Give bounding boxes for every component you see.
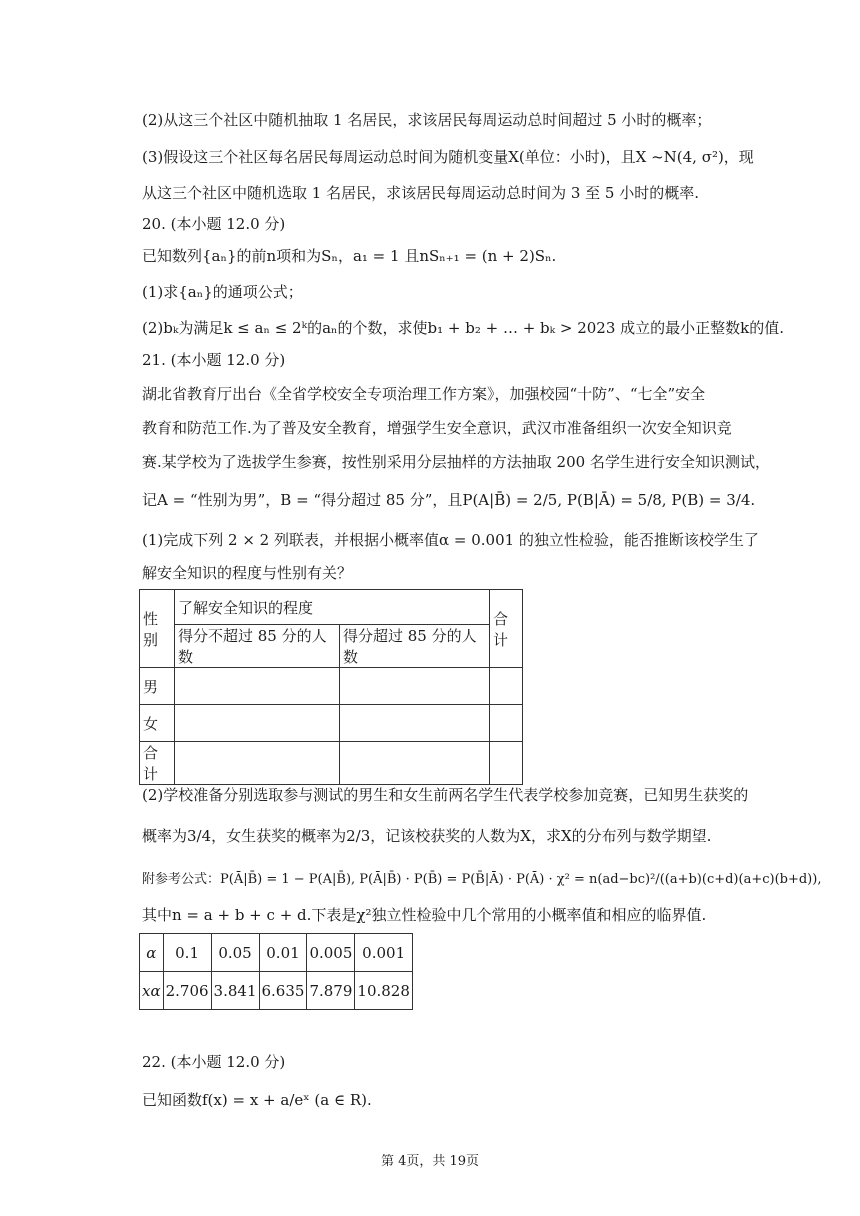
q21-heading: 21. (本小题 12.0 分) (142, 351, 286, 369)
contingency-table (139, 589, 523, 785)
table-header-col1: 得分不超过 85 分的人数 (175, 625, 340, 668)
table-row (140, 742, 523, 785)
alpha-value: 0.01 (259, 934, 307, 972)
table-row (140, 705, 523, 742)
table-header-group: 了解安全知识的程度 (175, 590, 490, 625)
critical-value: 2.706 (163, 972, 211, 1010)
q19-part3-line2: 从这三个社区中随机选取 1 名居民，求该居民每周运动总时间为 3 至 5 小时的概率. (142, 184, 700, 202)
critical-value-table (139, 933, 413, 1010)
alpha-value: 0.1 (163, 934, 211, 972)
critical-value: 7.879 (307, 972, 355, 1010)
critical-value: 10.828 (355, 972, 413, 1010)
q21-part1-line2: 解安全知识的程度与性别有关？ (142, 564, 353, 582)
q20-part2: (2)bₖ为满足k ≤ aₙ ≤ 2ᵏ的aₙ的个数，求使b₁ + b₂ + … + bₖ > 2023 成立的最小正整数k的值. (142, 319, 785, 337)
q20-heading: 20. (本小题 12.0 分) (142, 215, 286, 233)
q22-heading: 22. (本小题 12.0 分) (142, 1053, 286, 1071)
q21-part1-line1: (1)完成下列 2 × 2 列联表，并根据小概率值α = 0.001 的独立性检验，能否推断该校学生了 (142, 531, 759, 549)
critical-value: 6.635 (259, 972, 307, 1010)
table-row (140, 934, 413, 972)
critical-value: 3.841 (211, 972, 259, 1010)
table-row (140, 972, 413, 1010)
alpha-value: 0.001 (355, 934, 413, 972)
reference-formula: 附参考公式：P(Ā|B̄) = 1 − P(A|B̄), P(Ā|B̄) · P(B̄) = P(B̄|Ā) · P(Ā) · χ² = n(ad−bc)²/((a+b)(c+d)(a+c)(b+d)), (142, 872, 822, 887)
table-header-total: 合计 (490, 590, 523, 668)
q20-stem: 已知数列{aₙ}的前n项和为Sₙ，a₁ = 1 且nSₙ₊₁ = (n + 2)Sₙ. (142, 247, 557, 265)
alpha-value: 0.005 (307, 934, 355, 972)
table-row (140, 668, 523, 705)
q22-stem: 已知函数f(x) = x + a/eˣ (a ∈ R). (142, 1091, 372, 1109)
q20-part1: (1)求{aₙ}的通项公式； (142, 283, 303, 301)
reference-note: 其中n = a + b + c + d.下表是χ²独立性检验中几个常用的小概率值和相应的临界值. (142, 906, 707, 924)
table-header-col2: 得分超过 85 分的人数 (340, 625, 490, 668)
q21-part2-line1: (2)学校准备分别选取参与测试的男生和女生前两名学生代表学校参加竞赛，已知男生获奖的 (142, 786, 749, 804)
row-label: 男 (140, 668, 175, 705)
q21-stem-line2: 教育和防范工作.为了普及安全教育，增强学生安全意识，武汉市准备组织一次安全知识竞 (142, 419, 732, 437)
table-header-gender: 性别 (140, 590, 175, 668)
row-label: 合计 (140, 742, 175, 785)
alpha-value: 0.05 (211, 934, 259, 972)
page-footer: 第 4页，共 19页 (380, 1154, 480, 1169)
q21-part2-line2: 概率为3/4，女生获奖的概率为2/3，记该校获奖的人数为X，求X的分布列与数学期望. (142, 827, 712, 845)
row-label: 女 (140, 705, 175, 742)
q19-part2: (2)从这三个社区中随机抽取 1 名居民，求该居民每周运动总时间超过 5 小时的概率； (142, 111, 712, 129)
q19-part3-line1: (3)假设这三个社区每名居民每周运动总时间为随机变量X(单位：小时)，且X ~N(4, σ²)，现 (142, 148, 754, 166)
q21-stem-line3: 赛.某学校为了选拔学生参赛，按性别采用分层抽样的方法抽取 200 名学生进行安全知识测试， (142, 453, 770, 471)
x-alpha-label: xα (140, 972, 164, 1010)
alpha-label: α (140, 934, 164, 972)
q21-stem-line4: 记A = “性别为男”，B = “得分超过 85 分”，且P(A|B̄) = 2/5, P(B|Ā) = 5/8, P(B) = 3/4. (142, 491, 756, 509)
q21-stem-line1: 湖北省教育厅出台《全省学校安全专项治理工作方案》，加强校园“十防”、“七全”安全 (142, 385, 706, 403)
